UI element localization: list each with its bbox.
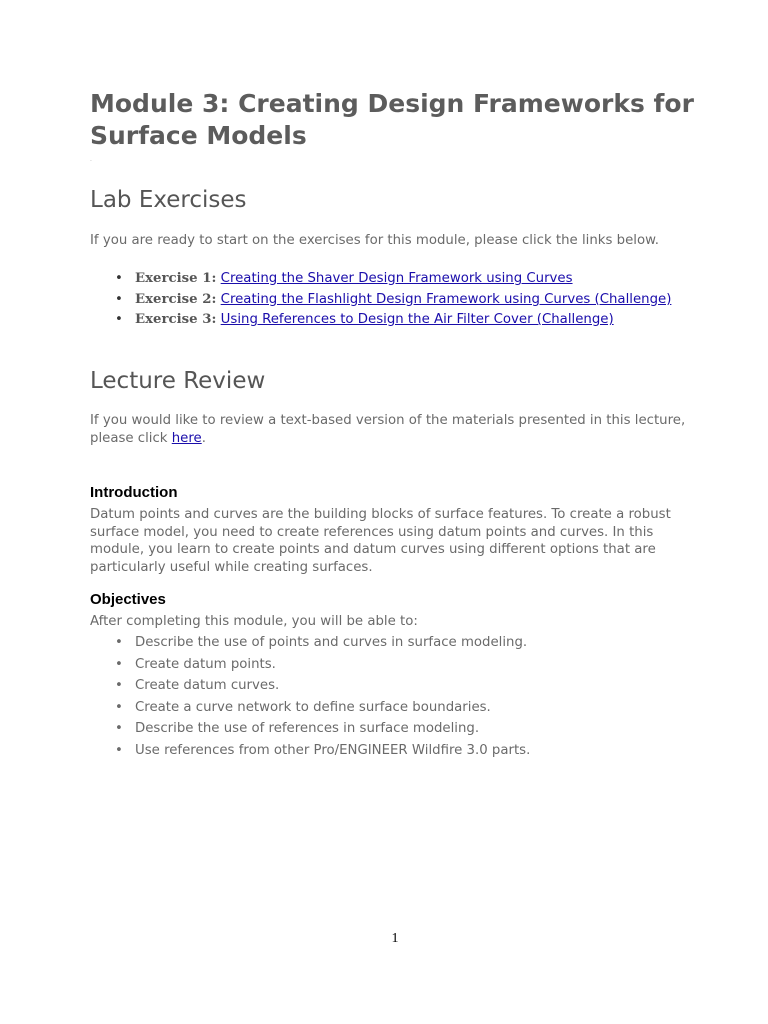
exercise-label: Exercise 1: xyxy=(135,271,217,286)
exercise-list xyxy=(90,270,710,332)
lecture-review-heading: Lecture Review xyxy=(90,368,266,394)
exercise-item xyxy=(90,270,710,288)
exercise-item xyxy=(90,291,710,309)
exercise-item xyxy=(90,311,710,329)
stray-dot: . xyxy=(90,156,92,163)
introduction-text: Datum points and curves are the building blocks of surface features. To create a robust surface model, you need to create references using datum points and curves. In this module, you learn to create points and datum curves using different options that are particularly useful while creating surfaces. xyxy=(90,507,671,575)
objective-item: • Describe the use of points and curves in surface modeling. xyxy=(90,634,710,656)
lecture-intro-after: . xyxy=(201,430,206,446)
objectives-intro-text: After completing this module, you will be able to: xyxy=(90,614,418,629)
exercise-label: Exercise 2: xyxy=(135,291,217,307)
exercise-1-link[interactable]: Creating the Shaver Design Framework using Curves xyxy=(220,271,573,286)
lecture-intro-before: If you would like to review a text-based version of the materials presented in this lecture, please click xyxy=(90,413,686,446)
objectives-heading: Objectives xyxy=(90,591,166,608)
objectives-list xyxy=(90,634,710,763)
introduction-heading: Introduction xyxy=(90,484,178,501)
exercise-2-link[interactable]: Creating the Flashlight Design Framework using Curves (Challenge) xyxy=(220,291,672,307)
page-number: 1 xyxy=(391,931,399,946)
lecture-here-link[interactable]: here xyxy=(171,430,202,446)
lab-exercises-heading: Lab Exercises xyxy=(90,187,247,213)
objective-item: • Use references from other Pro/ENGINEER Wildfire 3.0 parts. xyxy=(90,742,710,764)
exercise-3-link[interactable]: Using References to Design the Air Filter Cover (Challenge) xyxy=(220,312,614,327)
objective-item: • Create a curve network to define surface boundaries. xyxy=(90,699,710,721)
lab-intro-text: If you are ready to start on the exercises for this module, please click the links below. xyxy=(90,233,659,248)
exercise-label: Exercise 3: xyxy=(135,312,217,327)
objective-item: • Describe the use of references in surface modeling. xyxy=(90,720,710,742)
objective-item: • Create datum curves. xyxy=(90,677,710,699)
page-title: Module 3: Creating Design Frameworks for Surface Models xyxy=(90,89,694,150)
objective-item: • Create datum points. xyxy=(90,656,710,678)
lecture-intro-text xyxy=(90,412,702,447)
